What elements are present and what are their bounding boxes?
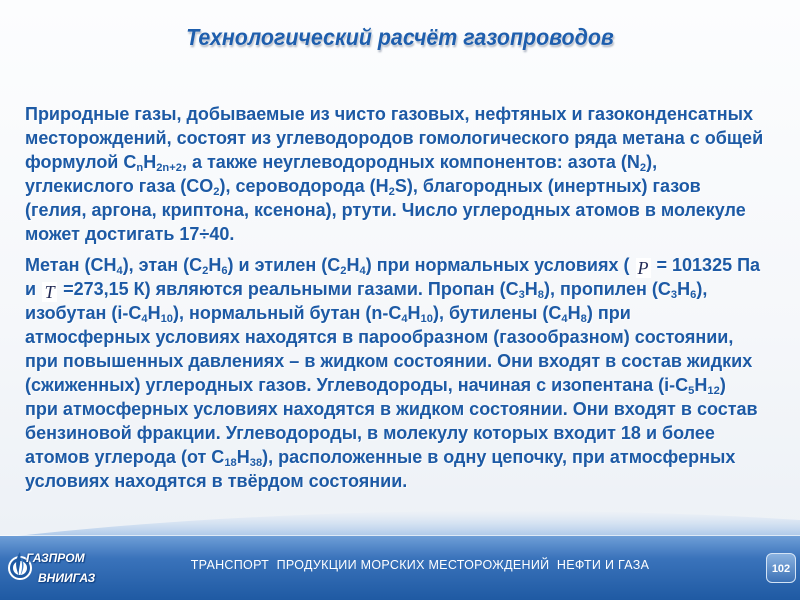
text-run: ), пропилен (C xyxy=(544,279,671,299)
subscript: 6 xyxy=(690,288,697,301)
subscript: 4 xyxy=(359,264,366,277)
subscript: 2 xyxy=(340,264,347,277)
footer-bar xyxy=(0,536,800,600)
text-run: H xyxy=(346,255,360,275)
subscript: 2 xyxy=(388,185,395,198)
text-line xyxy=(25,277,707,301)
subscript: 12 xyxy=(707,384,720,397)
text-run: ), сероводорода (H xyxy=(219,176,389,196)
text-line: условиях находятся в твёрдом состоянии. xyxy=(25,471,408,491)
subscript: 4 xyxy=(116,264,123,277)
text-run: H xyxy=(567,303,581,323)
text-line xyxy=(25,445,735,469)
text-line xyxy=(25,150,657,174)
text-line: бензиновой фракции. Углеводороды, в молекулу которых входит 18 и более xyxy=(25,423,715,443)
subscript: 4 xyxy=(141,312,148,325)
footer-caption: ТРАНСПОРТ ПРОДУКЦИИ МОРСКИХ МЕСТОРОЖДЕНИЙ НЕФТИ И ГАЗА xyxy=(190,558,650,572)
subscript: 5 xyxy=(688,384,695,397)
text-line xyxy=(25,174,701,198)
text-line xyxy=(25,253,760,277)
text-run: ), xyxy=(646,152,658,172)
formula-variable: T xyxy=(42,282,57,302)
footer-wave-decoration xyxy=(0,498,800,538)
slide-body-text xyxy=(25,102,763,493)
subscript: 6 xyxy=(221,264,228,277)
text-run: H xyxy=(143,152,157,172)
paragraph xyxy=(25,253,763,493)
formula-variable: P xyxy=(637,258,649,278)
text-run: ), этан (C xyxy=(122,255,203,275)
text-run: , а также неуглеводородных компонентов: азота (N xyxy=(181,152,640,172)
text-line: при атмосферных условиях находятся в жидком состоянии. Они входят в состав xyxy=(25,399,758,419)
text-line: может достигать 17÷40. xyxy=(25,224,235,244)
subscript: 2 xyxy=(202,264,209,277)
paragraph xyxy=(25,102,763,246)
subscript: 3 xyxy=(518,288,525,301)
subscript: 4 xyxy=(401,312,408,325)
text-run: ) xyxy=(719,375,726,395)
text-line xyxy=(25,373,726,397)
text-run: Метан (CH xyxy=(25,255,117,275)
text-run: ), нормальный бутан (n-C xyxy=(173,303,402,323)
subscript: 4 xyxy=(561,312,568,325)
text-run: (сжиженных) углеродных газов. Углеводороды, начиная с изопентана (i-C xyxy=(25,375,689,395)
text-run: и xyxy=(25,279,42,299)
text-line: Природные газы, добываемые из чисто газовых, нефтяных и газоконденсатных xyxy=(25,104,754,124)
page-number-badge: 102 xyxy=(766,553,796,583)
text-run: H xyxy=(524,279,538,299)
slide-title: Технологический расчёт газопроводов xyxy=(186,24,614,50)
text-run: H xyxy=(147,303,161,323)
text-line xyxy=(25,301,631,325)
text-run: ), бутилены (C xyxy=(432,303,562,323)
text-run: формулой C xyxy=(25,152,137,172)
text-run: ), расположенные в одну цепочку, при атмосферных xyxy=(262,447,736,467)
text-run: H xyxy=(236,447,250,467)
subscript: 2 xyxy=(213,185,220,198)
subscript: n xyxy=(136,161,144,174)
text-run: H xyxy=(677,279,691,299)
subscript: 8 xyxy=(537,288,545,301)
text-run: ) при нормальных условиях ( xyxy=(365,255,635,275)
subscript: 2 xyxy=(639,161,647,174)
text-run: ) и этилен (C xyxy=(227,255,341,275)
subscript: 10 xyxy=(160,312,173,325)
subscript: 38 xyxy=(249,456,263,469)
text-line: (гелия, аргона, криптона, ксенона), ртути. Число углеродных атомов в молекуле xyxy=(25,200,746,220)
subscript: 2n+2 xyxy=(156,161,182,174)
text-run: H xyxy=(208,255,222,275)
logo-name-top: ГАЗПРОМ xyxy=(26,551,85,565)
text-run: =273,15 К) являются реальными газами. Пропан (C xyxy=(58,279,519,299)
text-run: ), xyxy=(696,279,708,299)
text-line: месторождений, состоят из углеводородов гомологического ряда метана с общей xyxy=(25,128,764,148)
text-run: S), благородных (инертных) газов xyxy=(394,176,701,196)
logo-name-bottom: ВНИИГАЗ xyxy=(38,571,96,585)
text-line: при повышенных давлениях – в жидком состоянии. Они входят в состав жидких xyxy=(25,351,753,371)
text-run: атомов углерода (от C xyxy=(25,447,225,467)
subscript: 3 xyxy=(670,288,678,301)
subscript: 10 xyxy=(420,312,433,325)
company-logo xyxy=(4,544,114,590)
text-run: углекислого газа (CO xyxy=(25,176,214,196)
text-run: изобутан (i-C xyxy=(25,303,142,323)
text-line: атмосферных условиях находятся в парообразном (газообразном) состоянии, xyxy=(25,327,734,347)
text-run: = 101325 Па xyxy=(651,255,761,275)
text-run: ) при xyxy=(586,303,631,323)
text-run: H xyxy=(694,375,708,395)
text-run: H xyxy=(407,303,421,323)
subscript: 18 xyxy=(224,456,237,469)
title-area xyxy=(0,22,800,52)
subscript: 8 xyxy=(580,312,587,325)
